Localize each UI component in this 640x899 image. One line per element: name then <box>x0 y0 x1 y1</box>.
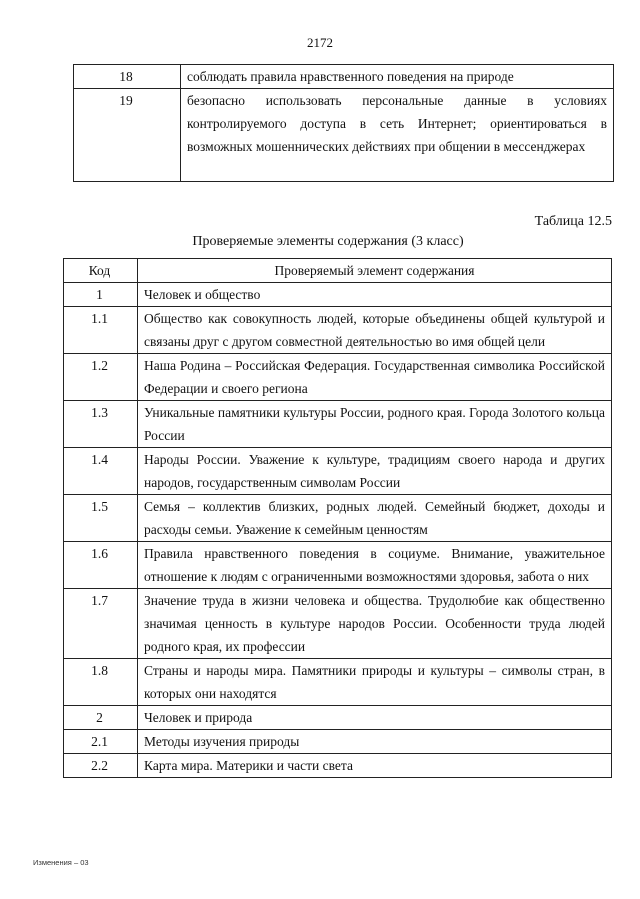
row-code: 1.8 <box>64 659 138 706</box>
table-row <box>64 542 612 589</box>
row-text: Методы изучения природы <box>138 730 612 754</box>
table-row <box>64 448 612 495</box>
row-code: 1.2 <box>64 354 138 401</box>
requirements-table-continued <box>73 64 614 182</box>
row-text: Правила нравственного поведения в социуме. Внимание, уважительное отношение к людям с ограниченными возможностями здоровья, забота о них <box>138 542 612 589</box>
row-code: 2.2 <box>64 754 138 778</box>
row-code: 1.3 <box>64 401 138 448</box>
row-code: 1.6 <box>64 542 138 589</box>
row-code: 1.1 <box>64 307 138 354</box>
page-number: 2172 <box>307 35 333 50</box>
row-text: безопасно использовать персональные данные в условиях контролируемого доступа в сеть Интернет; ориентироваться в возможных мошеннических действиях при общении в мессенджерах <box>181 89 614 182</box>
row-text: соблюдать правила нравственного поведения на природе <box>181 65 614 89</box>
table-row <box>64 754 612 778</box>
revision-note: Изменения – 03 <box>33 858 89 867</box>
table-row <box>64 706 612 730</box>
row-code: 1.4 <box>64 448 138 495</box>
table-row <box>64 495 612 542</box>
header-code: Код <box>64 259 138 283</box>
row-code: 1.5 <box>64 495 138 542</box>
table-row <box>74 89 614 182</box>
row-text: Человек и природа <box>138 706 612 730</box>
header-element: Проверяемый элемент содержания <box>138 259 612 283</box>
row-code: 1 <box>64 283 138 307</box>
row-code: 19 <box>74 89 181 182</box>
row-text: Семья – коллектив близких, родных людей. Семейный бюджет, доходы и расходы семьи. Уважение к семейным ценностям <box>138 495 612 542</box>
table-row <box>74 65 614 89</box>
row-text: Страны и народы мира. Памятники природы и культуры – символы стран, в которых они находятся <box>138 659 612 706</box>
row-text: Народы России. Уважение к культуре, традициям своего народа и других народов, государственным символам России <box>138 448 612 495</box>
row-text: Человек и общество <box>138 283 612 307</box>
row-code: 2 <box>64 706 138 730</box>
row-text: Уникальные памятники культуры России, родного края. Города Золотого кольца России <box>138 401 612 448</box>
table-title: Проверяемые элементы содержания (3 класс) <box>192 234 464 249</box>
row-text: Карта мира. Материки и части света <box>138 754 612 778</box>
table-row <box>64 354 612 401</box>
table-row <box>64 401 612 448</box>
row-code: 1.7 <box>64 589 138 659</box>
table-number: Таблица 12.5 <box>534 214 612 229</box>
content-elements-table <box>63 258 612 778</box>
table-header-row <box>64 259 612 283</box>
row-code: 2.1 <box>64 730 138 754</box>
table-row <box>64 659 612 706</box>
table-row <box>64 730 612 754</box>
table-row <box>64 283 612 307</box>
table-row <box>64 307 612 354</box>
row-text: Значение труда в жизни человека и общества. Трудолюбие как общественно значимая ценность в культуре народов России. Особенности труда людей родного края, их профессии <box>138 589 612 659</box>
table-row <box>64 589 612 659</box>
row-text: Общество как совокупность людей, которые объединены общей культурой и связаны друг с другом совместной деятельностью во имя общей цели <box>138 307 612 354</box>
row-code: 18 <box>74 65 181 89</box>
row-text: Наша Родина – Российская Федерация. Государственная символика Российской Федерации и своего региона <box>138 354 612 401</box>
